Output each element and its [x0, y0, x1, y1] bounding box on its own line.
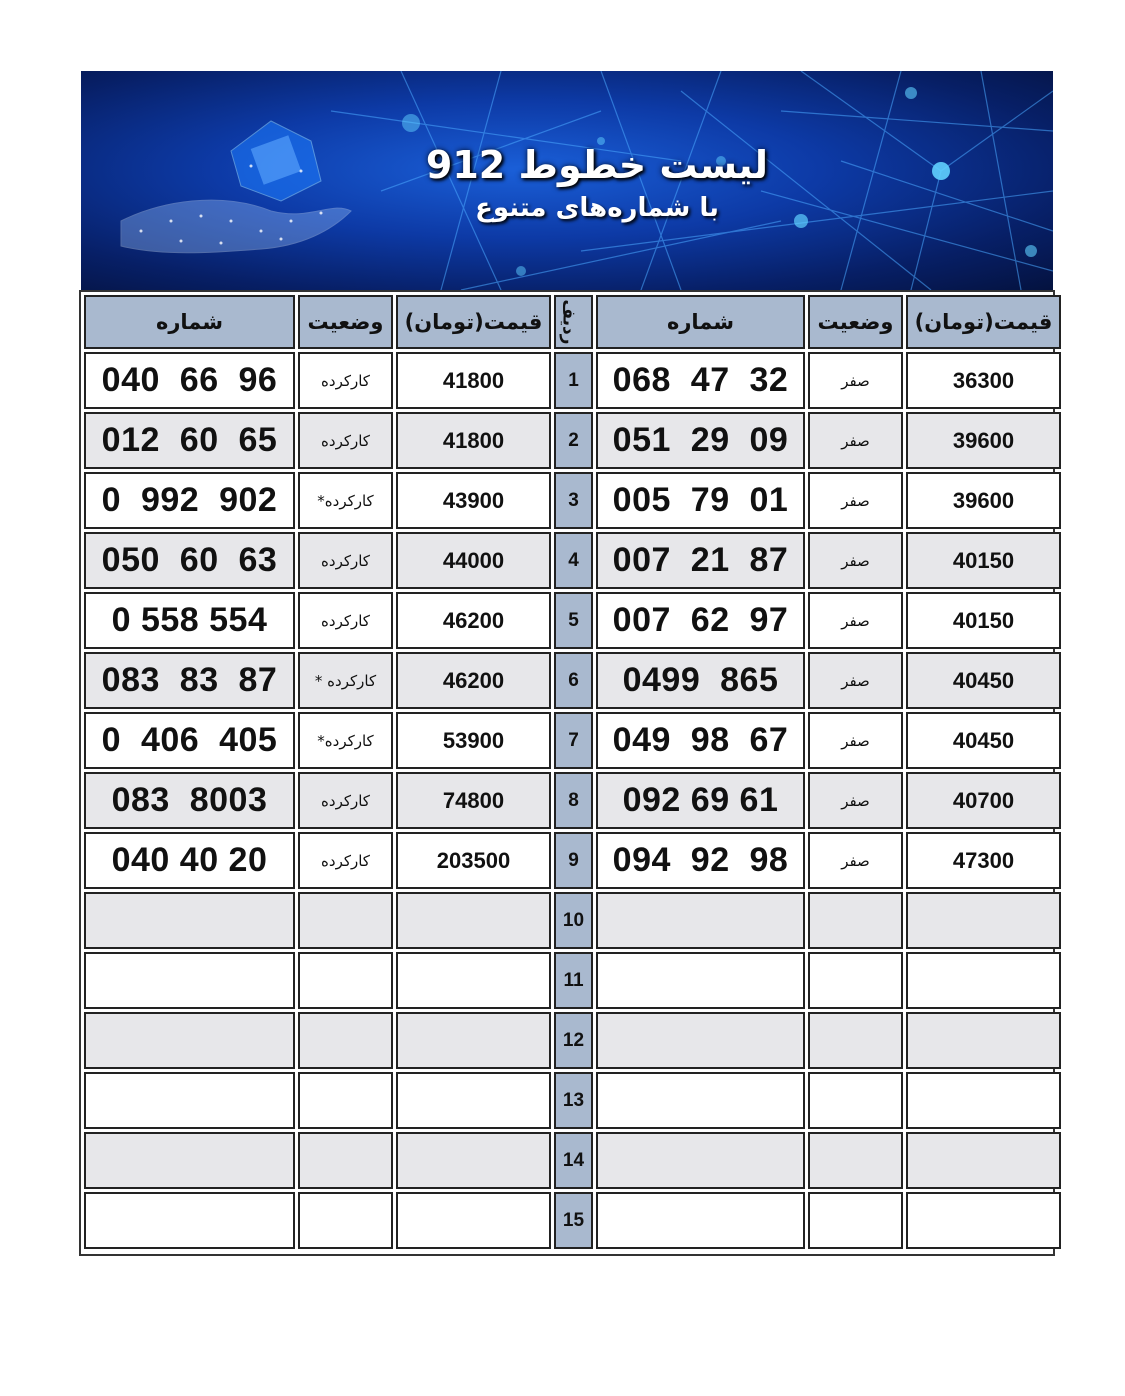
right-number-cell	[596, 892, 805, 949]
row-index-cell: 7	[554, 712, 593, 769]
left-number-cell: 040 40 20	[84, 832, 295, 889]
right-number-cell	[596, 1132, 805, 1189]
right-number-cell: 005 79 01	[596, 472, 805, 529]
right-number-cell: 094 92 98	[596, 832, 805, 889]
right-price-cell	[906, 1072, 1061, 1129]
right-price-cell: 40450	[906, 712, 1061, 769]
row-index-cell: 11	[554, 952, 593, 1009]
left-status-cell: کارکرده *	[298, 652, 393, 709]
right-number-cell: 068 47 32	[596, 352, 805, 409]
right-status-cell	[808, 1192, 903, 1249]
banner-title: لیست خطوط 912	[425, 143, 769, 187]
left-price-cell: 43900	[396, 472, 551, 529]
row-index-cell: 5	[554, 592, 593, 649]
row-index-cell: 6	[554, 652, 593, 709]
left-status-cell	[298, 1072, 393, 1129]
right-price-cell	[906, 1192, 1061, 1249]
left-price-cell: 203500	[396, 832, 551, 889]
left-number-cell: 050 60 63	[84, 532, 295, 589]
right-number-cell	[596, 1192, 805, 1249]
right-number-cell: 049 98 67	[596, 712, 805, 769]
row-index-cell: 8	[554, 772, 593, 829]
table-row	[84, 1192, 1061, 1249]
left-number-cell	[84, 1012, 295, 1069]
right-price-cell	[906, 892, 1061, 949]
right-price-cell: 40150	[906, 592, 1061, 649]
left-status-cell	[298, 892, 393, 949]
row-index-cell: 3	[554, 472, 593, 529]
left-price-cell: 46200	[396, 652, 551, 709]
row-index-cell: 9	[554, 832, 593, 889]
right-price-cell: 40450	[906, 652, 1061, 709]
left-status-cell: کارکرده	[298, 832, 393, 889]
right-status-cell: صفر	[808, 712, 903, 769]
table-row	[84, 1012, 1061, 1069]
right-status-cell: صفر	[808, 412, 903, 469]
left-number-cell: 040 66 96	[84, 352, 295, 409]
left-status-cell	[298, 952, 393, 1009]
right-number-cell: 007 21 87	[596, 532, 805, 589]
left-price-cell: 74800	[396, 772, 551, 829]
left-status-cell	[298, 1132, 393, 1189]
left-number-cell: 0 992 902	[84, 472, 295, 529]
banner-subtitle: با شماره‌های متنوع	[475, 193, 719, 223]
right-number-cell: 0499 865	[596, 652, 805, 709]
table-row	[84, 1132, 1061, 1189]
table-row	[84, 472, 1061, 529]
left-status-cell: کارکرده*	[298, 472, 393, 529]
left-number-cell	[84, 1132, 295, 1189]
header-row-index	[554, 295, 593, 349]
right-price-cell: 47300	[906, 832, 1061, 889]
table-row	[84, 592, 1061, 649]
table-row	[84, 952, 1061, 1009]
table-row	[84, 1072, 1061, 1129]
left-status-cell: کارکرده	[298, 352, 393, 409]
right-status-cell: صفر	[808, 592, 903, 649]
left-number-cell: 083 8003	[84, 772, 295, 829]
table-row	[84, 892, 1061, 949]
left-number-cell: 083 83 87	[84, 652, 295, 709]
left-number-cell	[84, 892, 295, 949]
right-number-cell	[596, 952, 805, 1009]
right-status-cell	[808, 1132, 903, 1189]
left-number-cell: 0 558 554	[84, 592, 295, 649]
right-status-cell: صفر	[808, 352, 903, 409]
table-row	[84, 412, 1061, 469]
left-price-cell	[396, 1192, 551, 1249]
left-price-cell: 46200	[396, 592, 551, 649]
table-row	[84, 772, 1061, 829]
left-status-cell: کارکرده*	[298, 712, 393, 769]
table-row	[84, 532, 1061, 589]
right-price-cell	[906, 1132, 1061, 1189]
numbers-table-container	[79, 290, 1055, 1256]
row-index-cell: 14	[554, 1132, 593, 1189]
left-price-cell	[396, 892, 551, 949]
right-price-cell: 36300	[906, 352, 1061, 409]
row-index-cell: 10	[554, 892, 593, 949]
right-status-cell: صفر	[808, 532, 903, 589]
left-status-cell	[298, 1192, 393, 1249]
table-row	[84, 652, 1061, 709]
left-status-cell	[298, 1012, 393, 1069]
left-price-cell	[396, 1012, 551, 1069]
left-price-cell	[396, 952, 551, 1009]
table-row	[84, 832, 1061, 889]
header-left-number: شماره	[84, 295, 295, 349]
left-status-cell: کارکرده	[298, 532, 393, 589]
right-status-cell	[808, 952, 903, 1009]
row-index-cell: 1	[554, 352, 593, 409]
right-status-cell: صفر	[808, 832, 903, 889]
left-price-cell: 53900	[396, 712, 551, 769]
row-index-cell: 4	[554, 532, 593, 589]
left-status-cell: کارکرده	[298, 412, 393, 469]
table-header-row	[84, 295, 1061, 349]
left-status-cell: کارکرده	[298, 592, 393, 649]
right-status-cell	[808, 892, 903, 949]
right-price-cell	[906, 1012, 1061, 1069]
left-number-cell	[84, 1072, 295, 1129]
numbers-table	[81, 292, 1064, 1252]
right-number-cell	[596, 1072, 805, 1129]
header-right-number: شماره	[596, 295, 805, 349]
left-price-cell	[396, 1132, 551, 1189]
header-right-price: قیمت(تومان)	[906, 295, 1061, 349]
header-left-status: وضعیت	[298, 295, 393, 349]
left-price-cell	[396, 1072, 551, 1129]
right-status-cell: صفر	[808, 472, 903, 529]
table-row	[84, 352, 1061, 409]
left-price-cell: 41800	[396, 412, 551, 469]
left-number-cell: 012 60 65	[84, 412, 295, 469]
right-number-cell: 007 62 97	[596, 592, 805, 649]
right-status-cell	[808, 1072, 903, 1129]
header-row-index-label: ردیف	[558, 299, 579, 345]
row-index-cell: 12	[554, 1012, 593, 1069]
right-price-cell: 40700	[906, 772, 1061, 829]
right-price-cell: 39600	[906, 472, 1061, 529]
left-number-cell	[84, 1192, 295, 1249]
row-index-cell: 2	[554, 412, 593, 469]
right-number-cell: 051 29 09	[596, 412, 805, 469]
header-right-status: وضعیت	[808, 295, 903, 349]
left-status-cell: کارکرده	[298, 772, 393, 829]
left-price-cell: 41800	[396, 352, 551, 409]
table-row	[84, 712, 1061, 769]
right-number-cell: 092 69 61	[596, 772, 805, 829]
row-index-cell: 15	[554, 1192, 593, 1249]
row-index-cell: 13	[554, 1072, 593, 1129]
left-number-cell	[84, 952, 295, 1009]
right-number-cell	[596, 1012, 805, 1069]
right-status-cell	[808, 1012, 903, 1069]
right-status-cell: صفر	[808, 772, 903, 829]
right-price-cell: 40150	[906, 532, 1061, 589]
right-price-cell	[906, 952, 1061, 1009]
left-price-cell: 44000	[396, 532, 551, 589]
header-left-price: قیمت(تومان)	[396, 295, 551, 349]
right-status-cell: صفر	[808, 652, 903, 709]
left-number-cell: 0 406 405	[84, 712, 295, 769]
header-banner	[81, 71, 1053, 290]
right-price-cell: 39600	[906, 412, 1061, 469]
